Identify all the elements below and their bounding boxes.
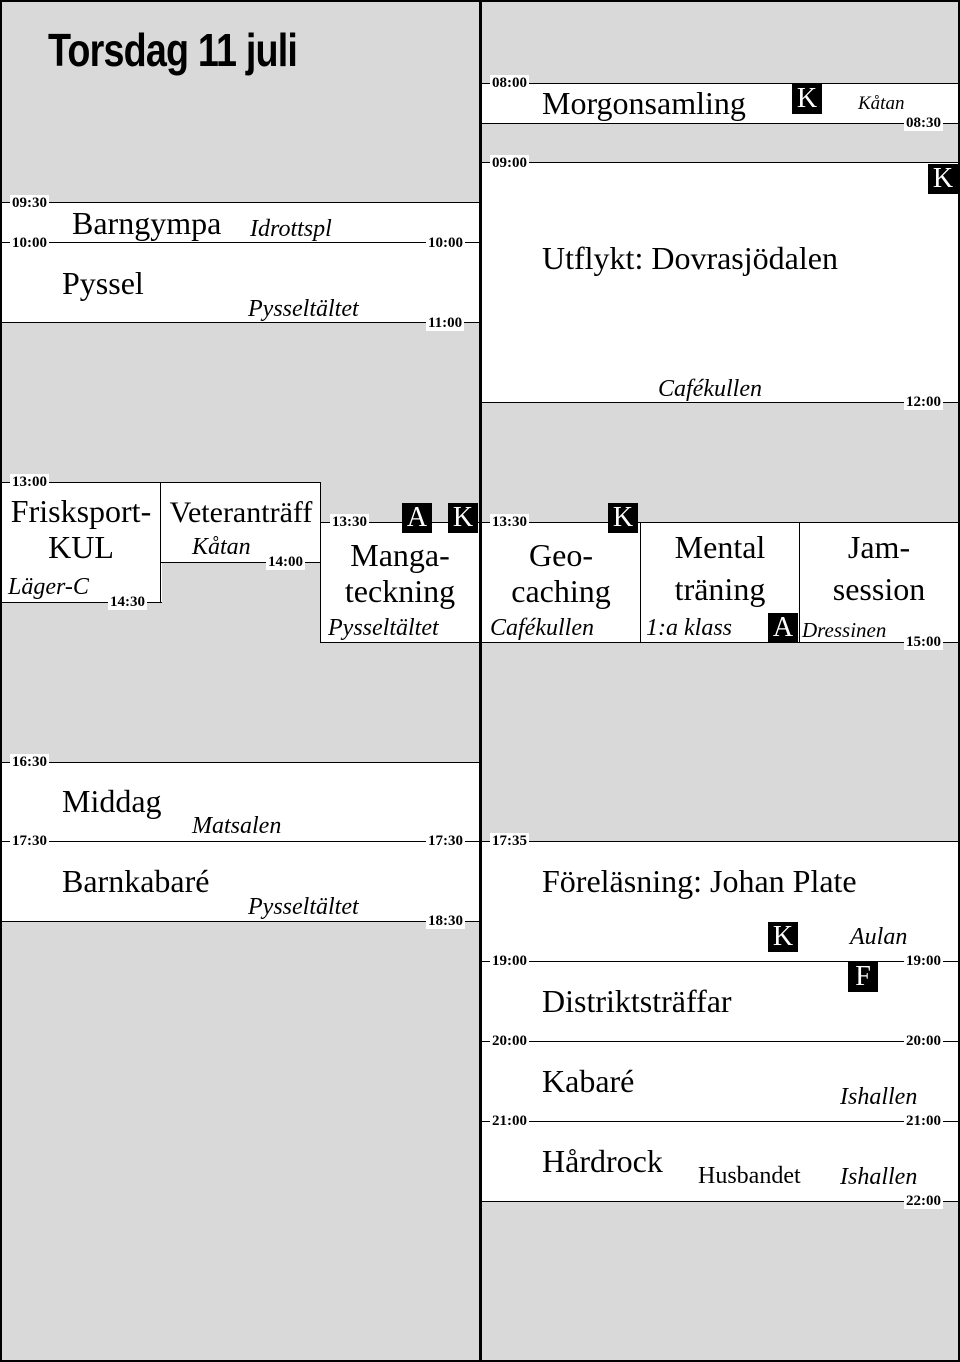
time-label: 19:00 [492,953,527,969]
time-label: 18:30 [428,913,463,929]
event-location-pyssel: Pysseltältet [248,296,359,322]
time-label: 11:00 [428,315,463,331]
time-label: 10:00 [428,235,463,251]
event-title-forelasning: Föreläsning: Johan Plate [542,863,857,899]
event-title-barngympa: Barngympa [72,205,222,241]
event-location-geocaching: Cafékullen [490,615,594,641]
badge-a: A [768,613,798,643]
event-location-kabare: Ishallen [840,1084,918,1110]
time-label: 09:00 [492,155,527,171]
event-location-hardrock: Ishallen [840,1164,918,1190]
time-label: 10:00 [12,235,47,251]
time-label: 17:30 [428,833,463,849]
time-label: 20:00 [906,1033,941,1049]
event-title-kabare: Kabaré [542,1063,635,1099]
event-location-jam: Dressinen [802,618,887,642]
time-label: 22:00 [906,1193,941,1209]
event-title-geocaching-1: Geo- [529,537,593,573]
event-title-mental-1: Mental [674,529,766,565]
event-title-geocaching-2: caching [511,573,611,609]
badge-a: A [402,503,432,533]
time-label: 21:00 [906,1113,941,1129]
badge-k: K [792,84,822,114]
time-label: 17:30 [12,833,47,849]
badge-k: K [448,503,478,533]
event-location-barngympa: Idrottspl [250,216,332,242]
event-title-jam-1: Jam- [847,529,911,565]
event-utflykt-box [482,162,958,403]
time-label: 13:00 [12,474,47,490]
event-title-jam-2: session [832,571,926,607]
badge-k: K [768,922,798,952]
event-title-distrikt: Distriktsträffar [542,983,732,1019]
time-label: 12:00 [906,394,941,410]
time-label: 15:00 [906,634,941,650]
event-location-morgonsamling: Kåtan [858,93,905,114]
divider-20-00 [482,1041,958,1042]
divider-10-00 [2,242,480,243]
day-title: Torsdag 11 juli [48,24,298,76]
event-title-frisksport-1: Frisksport- [10,493,152,529]
time-label: 20:00 [492,1033,527,1049]
badge-k: K [608,503,638,533]
time-label: 14:00 [268,554,303,570]
veterantraff-right-edge [320,482,321,522]
event-location-manga: Pysseltältet [328,615,439,641]
time-label: 13:30 [332,514,367,530]
divider-17-30 [2,841,480,842]
divider-21-00 [482,1121,958,1122]
badge-k: K [928,164,958,194]
time-label: 08:00 [492,75,527,91]
badge-f: F [848,962,878,992]
time-label: 09:30 [12,195,47,211]
time-label: 17:35 [492,833,527,849]
event-location-mental: 1:a klass [646,615,732,641]
time-label: 08:30 [906,115,941,131]
event-title-frisksport-2: KUL [48,529,114,565]
event-title-middag: Middag [62,783,162,819]
time-label: 14:30 [110,594,145,610]
event-title-manga-1: Manga- [350,537,450,573]
event-location-frisksport: Läger-C [8,574,89,600]
event-title-hardrock: Hårdrock [542,1143,663,1179]
event-title-manga-2: teckning [344,573,456,609]
time-label: 13:30 [492,514,527,530]
event-location-barnkabare: Pysseltältet [248,894,359,920]
event-location-utflykt: Cafékullen [658,376,762,402]
event-location-veterantraff: Kåtan [192,534,251,560]
event-title-pyssel: Pyssel [62,265,144,301]
event-location-forelasning: Aulan [850,924,908,950]
event-location-middag: Matsalen [192,813,282,839]
time-label: 19:00 [906,953,941,969]
event-title-morgonsamling: Morgonsamling [542,85,746,121]
frisksport-right-edge-lower [160,562,161,602]
time-label: 21:00 [492,1113,527,1129]
event-title-veterantraff: Veteranträff [169,496,313,529]
time-label: 16:30 [12,754,47,770]
event-performer-hardrock: Husbandet [698,1163,801,1189]
event-title-mental-2: träning [674,571,766,607]
event-title-barnkabare: Barnkabaré [62,863,210,899]
divider-19-00 [482,961,958,962]
event-title-utflykt: Utflykt: Dovrasjödalen [542,240,838,276]
